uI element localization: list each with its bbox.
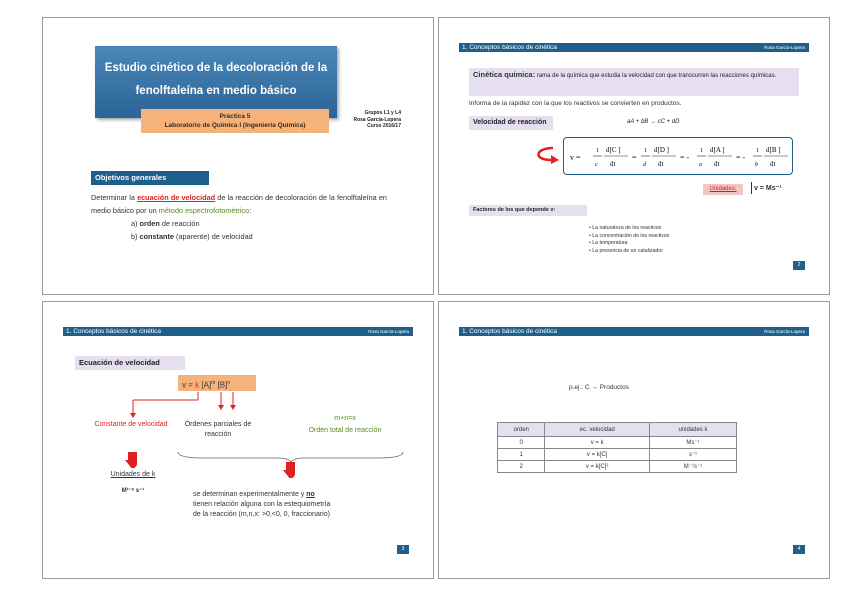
- list-item: • La temperatura: [589, 240, 669, 248]
- table-cell: M⁻¹s⁻¹: [649, 461, 736, 473]
- table-row: [498, 437, 737, 449]
- units-label: Unidades:: [703, 184, 743, 195]
- svg-text:dt: dt: [610, 160, 616, 168]
- list-item: • La concentración de los reactivos: [589, 233, 669, 241]
- units-formula: M¹⁻ˣ s⁻¹: [121, 488, 145, 494]
- slide-3[interactable]: [42, 301, 434, 579]
- rate-equation-svg: [564, 138, 794, 176]
- practica-banner: [141, 109, 329, 133]
- obj-green-text: método espectrofotométrico: [158, 206, 250, 215]
- page-number: 4: [793, 545, 805, 554]
- objectives-paragraph: [91, 191, 387, 217]
- svg-text:1: 1: [644, 148, 647, 154]
- objective-b-text: (aparente) de velocidad: [173, 232, 253, 241]
- objective-b-prefix: b): [131, 232, 140, 241]
- title-box: [95, 46, 337, 118]
- table-row: [498, 449, 737, 461]
- svg-text:=: =: [632, 153, 637, 162]
- velocidad-reaccion-title: Velocidad de reacción: [469, 116, 553, 130]
- svg-text:= -: = -: [680, 153, 690, 162]
- title-line-1: Estudio cinético de la decoloración de la: [104, 62, 328, 74]
- header-title: 1. Conceptos básicos de cinética: [462, 44, 558, 51]
- down-arrow-icon: [125, 452, 137, 468]
- course-label: Curso 2016/17: [367, 123, 401, 129]
- unidades-k-label: Unidades de k: [110, 471, 156, 478]
- info-text: Informa de la rapidez con la que los reactivos se convierten en productos.: [469, 100, 682, 107]
- factors-list: [589, 225, 669, 255]
- table-cell: v = k[C]: [545, 449, 649, 461]
- rate-law-a: [A]: [199, 380, 212, 390]
- list-item: • La presencia de un catalizador: [589, 248, 669, 256]
- units-value-text: v = Ms⁻¹: [754, 184, 782, 192]
- rate-law-b: [B]: [215, 380, 228, 390]
- se-determinan-text: [193, 490, 415, 520]
- slide-1[interactable]: [42, 17, 434, 295]
- se-det-line-2: tienen relación alguna con la estequiometría: [193, 501, 331, 508]
- header-title: 1. Conceptos básicos de cinética: [462, 328, 558, 335]
- slide-header: [459, 327, 809, 336]
- table-header-row: [498, 423, 737, 437]
- ecuacion-velocidad-title: Ecuación de velocidad: [75, 356, 185, 370]
- table-cell: 1: [498, 449, 545, 461]
- cinetica-text: rama de la química que estudia la velocidad con que transcurren las reacciones químicas.: [535, 73, 777, 79]
- list-item: • La naturaleza de los reactivos: [589, 225, 669, 233]
- svg-text:dt: dt: [770, 160, 776, 168]
- connector-arrows: [43, 302, 434, 579]
- header-author: Rosa García-Lopera: [764, 45, 805, 50]
- down-arrow-icon: [283, 462, 295, 478]
- objective-a-prefix: a): [131, 219, 140, 228]
- rate-law-v: v =: [182, 380, 196, 390]
- svg-text:d: d: [643, 162, 646, 168]
- svg-text:= -: = -: [736, 153, 746, 162]
- objective-a: [91, 217, 387, 230]
- curved-arrow-icon: [531, 144, 561, 164]
- reaction-equation: aA + bB → cC + dD: [627, 119, 680, 125]
- table-cell: v = k: [545, 437, 649, 449]
- rate-law-n: n: [227, 380, 231, 386]
- rate-equation-box: [563, 137, 793, 175]
- slide-2[interactable]: [438, 17, 830, 295]
- author-name: Rosa García-Lopera: [353, 116, 401, 123]
- table-cell: 0: [498, 437, 545, 449]
- header-title: 1. Conceptos básicos de cinética: [66, 328, 162, 335]
- table-cell: s⁻¹: [649, 449, 736, 461]
- svg-text:a: a: [699, 162, 702, 168]
- obj-text-1: Determinar la: [91, 193, 138, 202]
- svg-text:c: c: [595, 162, 598, 168]
- svg-text:1: 1: [700, 148, 703, 154]
- groups-info: [341, 110, 401, 130]
- svg-text:d[D ]: d[D ]: [654, 146, 669, 154]
- objective-a-text: de reacción: [159, 219, 200, 228]
- page-number: 2: [793, 261, 805, 270]
- factors-title: Factores de los que depende v:: [469, 205, 587, 216]
- title-line-2: fenolftaleína en medio básico: [135, 85, 297, 97]
- objectives-title: Objetivos generales: [91, 171, 209, 185]
- table-cell: 2: [498, 461, 545, 473]
- rate-law-k: k: [195, 380, 200, 390]
- objectives-text: [91, 191, 387, 243]
- obj-red-link: ecuación de velocidad: [137, 193, 216, 202]
- slide-4[interactable]: [438, 301, 830, 579]
- units-divider: [751, 182, 752, 194]
- laboratorio-name: Laboratorio de Química I (Ingeniería Química): [164, 122, 306, 129]
- orders-table: [497, 422, 737, 473]
- header-cell: orden: [498, 423, 545, 437]
- svg-text:v =: v =: [570, 153, 581, 162]
- header-author: Rosa García-Lopera: [764, 329, 805, 334]
- se-det-line-3: de la reacción (m,n,x: >0,<0, 0, fraccionario): [193, 511, 330, 518]
- svg-text:d[C ]: d[C ]: [606, 146, 621, 154]
- svg-text:b: b: [755, 162, 758, 168]
- se-det-text-1: se determinan experimentalmente y: [193, 491, 307, 498]
- practica-number: Práctica 5: [219, 113, 251, 120]
- table-cell: v = k[C]²: [545, 461, 649, 473]
- svg-text:dt: dt: [658, 160, 664, 168]
- constante-label: Constante de velocidad: [94, 421, 168, 428]
- svg-text:d[B ]: d[B ]: [766, 146, 781, 154]
- se-det-line-1: [193, 490, 415, 500]
- obj-text-3: :: [249, 206, 252, 215]
- cinetica-term: Cinética química:: [473, 70, 536, 79]
- table-row: [498, 461, 737, 473]
- header-author: Rosa García-Lopera: [368, 329, 409, 334]
- ordenes-parciales-label: Órdenes parciales de reacción: [184, 421, 252, 438]
- example-reaction: p.ej.: C → Productos: [569, 384, 629, 391]
- svg-text:dt: dt: [714, 160, 720, 168]
- header-cell: ec. velocidad: [545, 423, 649, 437]
- se-det-no: no: [306, 491, 315, 498]
- rate-law-m: m: [211, 380, 216, 386]
- svg-text:1: 1: [756, 148, 759, 154]
- objective-b-bold: constante: [139, 232, 174, 241]
- mnx-label: m+n=x: [334, 415, 356, 422]
- units-value: [749, 182, 782, 194]
- slide-header: [459, 43, 809, 52]
- header-cell: unidades k: [649, 423, 736, 437]
- table-cell: Ms⁻¹: [649, 437, 736, 449]
- obj-text-2: de la reacción de decoloración de la fenolftaleína en medio básico por un: [91, 193, 387, 215]
- svg-text:d[A ]: d[A ]: [710, 146, 725, 154]
- orden-total-label: Orden total de reacción: [308, 427, 382, 434]
- objective-a-bold: orden: [139, 219, 160, 228]
- page-number: 3: [397, 545, 409, 554]
- objective-b: [91, 230, 387, 243]
- svg-text:1: 1: [596, 148, 599, 154]
- groups-label: Grupos L1 y L4: [364, 110, 401, 116]
- cinetica-definition: [469, 68, 799, 96]
